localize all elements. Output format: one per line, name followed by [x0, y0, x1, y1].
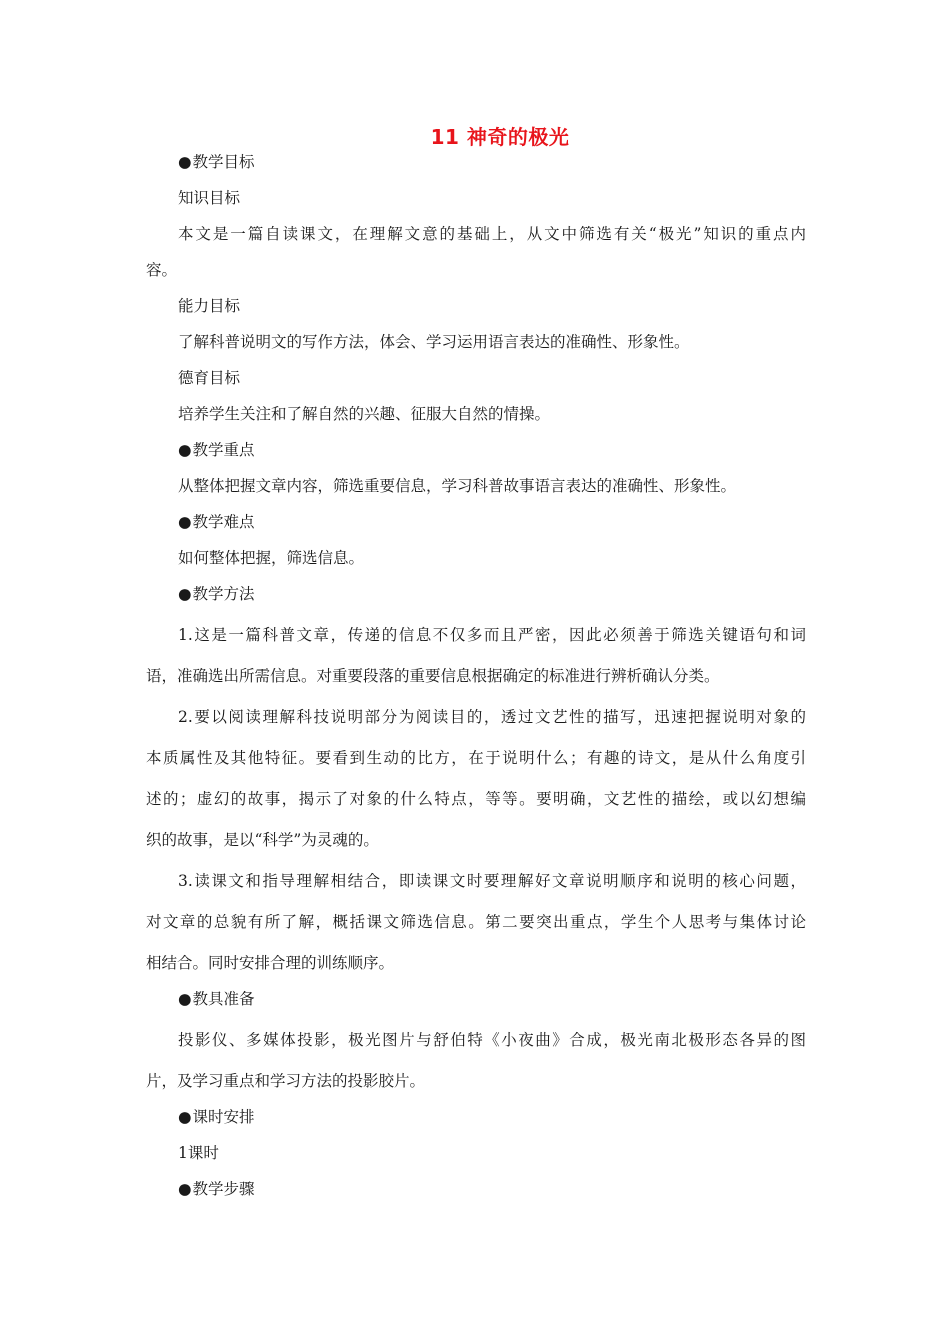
paragraph-line: 3.读课文和指导理解相结合，即读课文时要理解好文章说明顺序和说明的核心问题， — [178, 872, 806, 890]
paragraph-line: 本文是一篇自读课文，在理解文意的基础上，从文中筛选有关“极光”知识的重点内 — [178, 225, 806, 243]
paragraph-line: 投影仪、多媒体投影，极光图片与舒伯特《小夜曲》合成，极光南北极形态各异的图 — [178, 1031, 806, 1049]
paragraph-line: 本质属性及其他特征。要看到生动的比方，在于说明什么；有趣的诗文，是从什么角度引 — [146, 749, 806, 767]
paragraph-line: 如何整体把握，筛选信息。 — [178, 549, 365, 567]
paragraph-line: 1.这是一篇科普文章，传递的信息不仅多而且严密，因此必须善于筛选关键语句和词 — [178, 626, 806, 644]
heading-teaching-goals: ● 教学目标 — [146, 147, 806, 183]
subheading-ability-goal: 能力目标 — [178, 297, 241, 315]
paragraph-line: 述的；虚幻的故事，揭示了对象的什么特点，等等。要明确，文艺性的描绘，或以幻想编 — [146, 790, 806, 808]
paragraph-line: 织的故事，是以“科学”为灵魂的。 — [146, 831, 379, 849]
paragraph-line: 2.要以阅读理解科技说明部分为阅读目的，透过文艺性的描写，迅速把握说明对象的 — [178, 708, 806, 726]
heading-key-points: ● 教学重点 — [146, 435, 806, 471]
paragraph-line: 相结合。同时安排合理的训练顺序。 — [146, 954, 395, 972]
paragraph-line: 对文章的总貌有所了解，概括课文筛选信息。第二要突出重点，学生个人思考与集体讨论 — [146, 913, 806, 931]
paragraph-line: 容。 — [146, 261, 178, 279]
heading-difficulties: ● 教学难点 — [146, 507, 806, 543]
paragraph-line: 了解科普说明文的写作方法，体会、学习运用语言表达的准确性、形象性。 — [178, 333, 690, 351]
subheading-moral-goal: 德育目标 — [178, 369, 241, 387]
document-title: 11 神奇的极光 — [430, 125, 570, 149]
paragraph-line: 片，及学习重点和学习方法的投影胶片。 — [146, 1072, 426, 1090]
heading-teaching-methods: ● 教学方法 — [146, 579, 806, 615]
paragraph-line: 培养学生关注和了解自然的兴趣、征服大自然的情操。 — [178, 405, 551, 423]
paragraph-line: 1课时 — [178, 1144, 219, 1162]
heading-class-schedule: ● 课时安排 — [146, 1102, 806, 1138]
document-body — [146, 147, 806, 1210]
subheading-knowledge-goal: 知识目标 — [178, 189, 241, 207]
heading-teaching-aids: ● 教具准备 — [146, 984, 806, 1020]
paragraph-line: 语，准确选出所需信息。对重要段落的重要信息根据确定的标准进行辨析确认分类。 — [146, 667, 720, 685]
paragraph-line: 从整体把握文章内容，筛选重要信息，学习科普故事语言表达的准确性、形象性。 — [178, 477, 737, 495]
heading-teaching-steps: ● 教学步骤 — [146, 1174, 806, 1210]
